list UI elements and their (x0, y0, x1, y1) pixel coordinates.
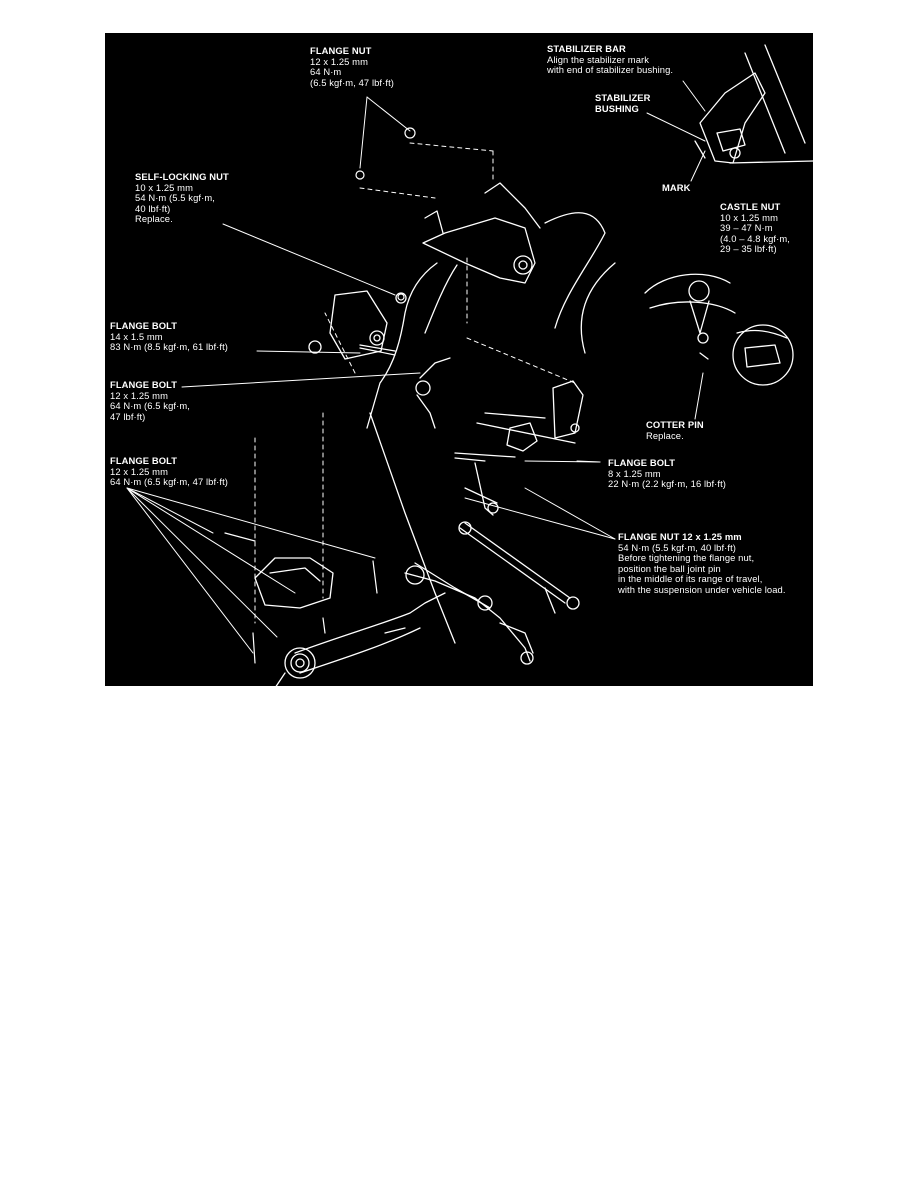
callout-line: 64 N·m (6.5 kgf·m, 47 lbf·ft) (110, 476, 229, 488)
callout-line: 64 N·m (6.5 kgf·m, (110, 400, 190, 412)
callout-line: (6.5 kgf·m, 47 lbf·ft) (310, 76, 394, 88)
suspension-diagram (105, 33, 813, 686)
callout-line: 40 lbf·ft) (135, 202, 171, 214)
upper-control-arm (423, 183, 615, 353)
callout-title: FLANGE NUT 12 x 1.25 mm (618, 531, 742, 542)
callout-line: with the suspension under vehicle load. (618, 583, 786, 595)
callout-line: 83 N·m (8.5 kgf·m, 61 lbf·ft) (110, 341, 229, 353)
callout-title: STABILIZER BAR (547, 43, 626, 54)
lower-control-arm (295, 563, 533, 673)
callout-mark (662, 183, 691, 194)
callout-flange-bolt-12a (110, 380, 190, 422)
callout-line: 22 N·m (2.2 kgf·m, 16 lbf·ft) (608, 478, 727, 490)
callout-line: 12 x 1.25 mm (110, 389, 168, 401)
callout-line: 8 x 1.25 mm (608, 467, 661, 479)
stabilizer-bar-detail (695, 45, 813, 163)
callout-stabilizer-bar (547, 44, 673, 76)
callout-line: Before tightening the flange nut, (618, 552, 755, 564)
knuckle (309, 263, 457, 428)
callout-title: FLANGE NUT (310, 45, 372, 56)
callout-flange-bolt-14 (110, 321, 228, 353)
callout-title: SELF-LOCKING NUT (135, 171, 229, 182)
callout-line: 12 x 1.25 mm (310, 55, 368, 67)
callout-line: Replace. (646, 429, 684, 441)
callout-line: BUSHING (595, 102, 639, 114)
castle-nut-detail (645, 274, 793, 385)
callout-line: in the middle of its range of travel, (618, 573, 763, 585)
callout-line: (4.0 – 4.8 kgf·m, (720, 232, 790, 244)
callout-line: 47 lbf·ft) (110, 410, 146, 422)
callout-line: position the ball joint pin (618, 562, 721, 574)
callout-stabilizer-bushing (595, 93, 651, 114)
callout-line: 10 x 1.25 mm (720, 211, 778, 223)
callout-self-locking-nut (135, 172, 229, 225)
lower-arm-bushing-bracket (255, 558, 333, 686)
callout-line: 10 x 1.25 mm (135, 181, 193, 193)
callout-flange-nut-bottom (618, 532, 786, 596)
callout-line: 54 N·m (5.5 kgf·m, (135, 192, 215, 204)
callout-title: MARK (662, 182, 691, 193)
callout-title: FLANGE BOLT (110, 320, 178, 331)
callout-line: Align the stabilizer mark (547, 53, 650, 65)
callout-line: 54 N·m (5.5 kgf·m, 40 lbf·ft) (618, 541, 737, 553)
callout-title: CASTLE NUT (720, 201, 781, 212)
callout-cotter-pin (646, 420, 704, 441)
ball-joint-link (370, 358, 455, 643)
callout-title: COTTER PIN (646, 419, 704, 430)
callout-line: 14 x 1.5 mm (110, 330, 163, 342)
dashed-guides (255, 143, 575, 623)
callout-title: STABILIZER (595, 92, 651, 103)
callout-flange-bolt-8 (608, 458, 726, 490)
callout-line: 29 – 35 lbf·ft) (720, 243, 777, 255)
callout-line: 39 – 47 N·m (720, 222, 773, 234)
stabilizer-bracket (455, 381, 583, 515)
callout-title: FLANGE BOLT (608, 457, 676, 468)
callout-flange-bolt-12b (110, 456, 228, 488)
callout-line: Replace. (135, 213, 173, 225)
callout-line: 12 x 1.25 mm (110, 465, 168, 477)
callout-title: FLANGE BOLT (110, 379, 178, 390)
callout-castle-nut (720, 202, 790, 255)
callout-title: FLANGE BOLT (110, 455, 178, 466)
callout-line: with end of stabilizer bushing. (547, 64, 674, 76)
callout-flange-nut-top (310, 46, 394, 88)
callout-line: 64 N·m (310, 66, 342, 78)
